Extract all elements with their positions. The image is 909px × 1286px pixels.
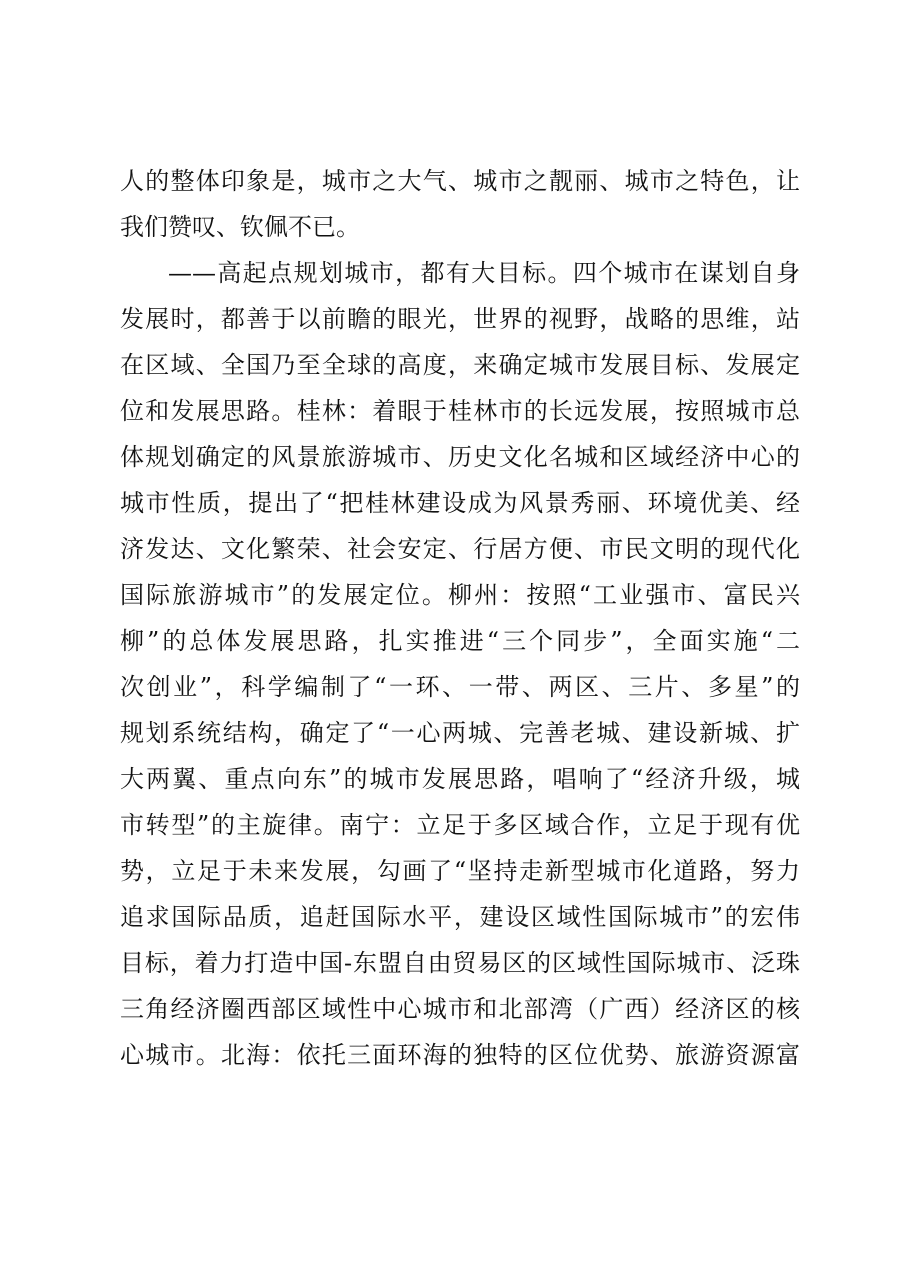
text-line: 发展时，都善于以前瞻的眼光，世界的视野，战略的思维，站 [120,305,800,333]
text-line: ——高起点规划城市，都有大目标。四个城市在谋划自身 [168,259,800,287]
text-line: 大两翼、重点向东”的城市发展思路，唱响了“经济升级，城 [120,765,800,793]
text-line: 势，立足于未来发展，勾画了“坚持走新型城市化道路，努力 [120,857,800,885]
text-line: 位和发展思路。桂林：着眼于桂林市的长远发展，按照城市总 [120,397,800,425]
text-line: 市转型”的主旋律。南宁：立足于多区域合作，立足于现有优 [120,811,800,839]
text-line: 体规划确定的风景旅游城市、历史文化名城和区域经济中心的 [120,443,800,471]
text-line: 城市性质，提出了“把桂林建设成为风景秀丽、环境优美、经 [120,489,800,517]
text-line: 规划系统结构，确定了“一心两城、完善老城、建设新城、扩 [120,719,800,747]
text-line: 柳”的总体发展思路，扎实推进“三个同步”，全面实施“二 [120,627,800,655]
text-line: 目标，着力打造中国-东盟自由贸易区的区域性国际城市、泛珠 [120,949,800,977]
text-line: 心城市。北海：依托三面环海的独特的区位优势、旅游资源富 [120,1041,800,1069]
text-line: 国际旅游城市”的发展定位。柳州：按照“工业强市、富民兴 [120,581,800,609]
text-line: 追求国际品质，追赶国际水平，建设区域性国际城市”的宏伟 [120,903,800,931]
text-line: 济发达、文化繁荣、社会安定、行居方便、市民文明的现代化 [120,535,800,563]
text-line: 次创业”，科学编制了“一环、一带、两区、三片、多星”的 [120,673,800,701]
text-line: 在区域、全国乃至全球的高度，来确定城市发展目标、发展定 [120,351,800,379]
text-line: 我们赞叹、钦佩不已。 [120,213,360,241]
text-line: 人的整体印象是，城市之大气、城市之靓丽、城市之特色，让 [120,167,800,195]
body-text [120,158,800,1078]
text-line: 三角经济圈西部区域性中心城市和北部湾（广西）经济区的核 [120,995,800,1023]
